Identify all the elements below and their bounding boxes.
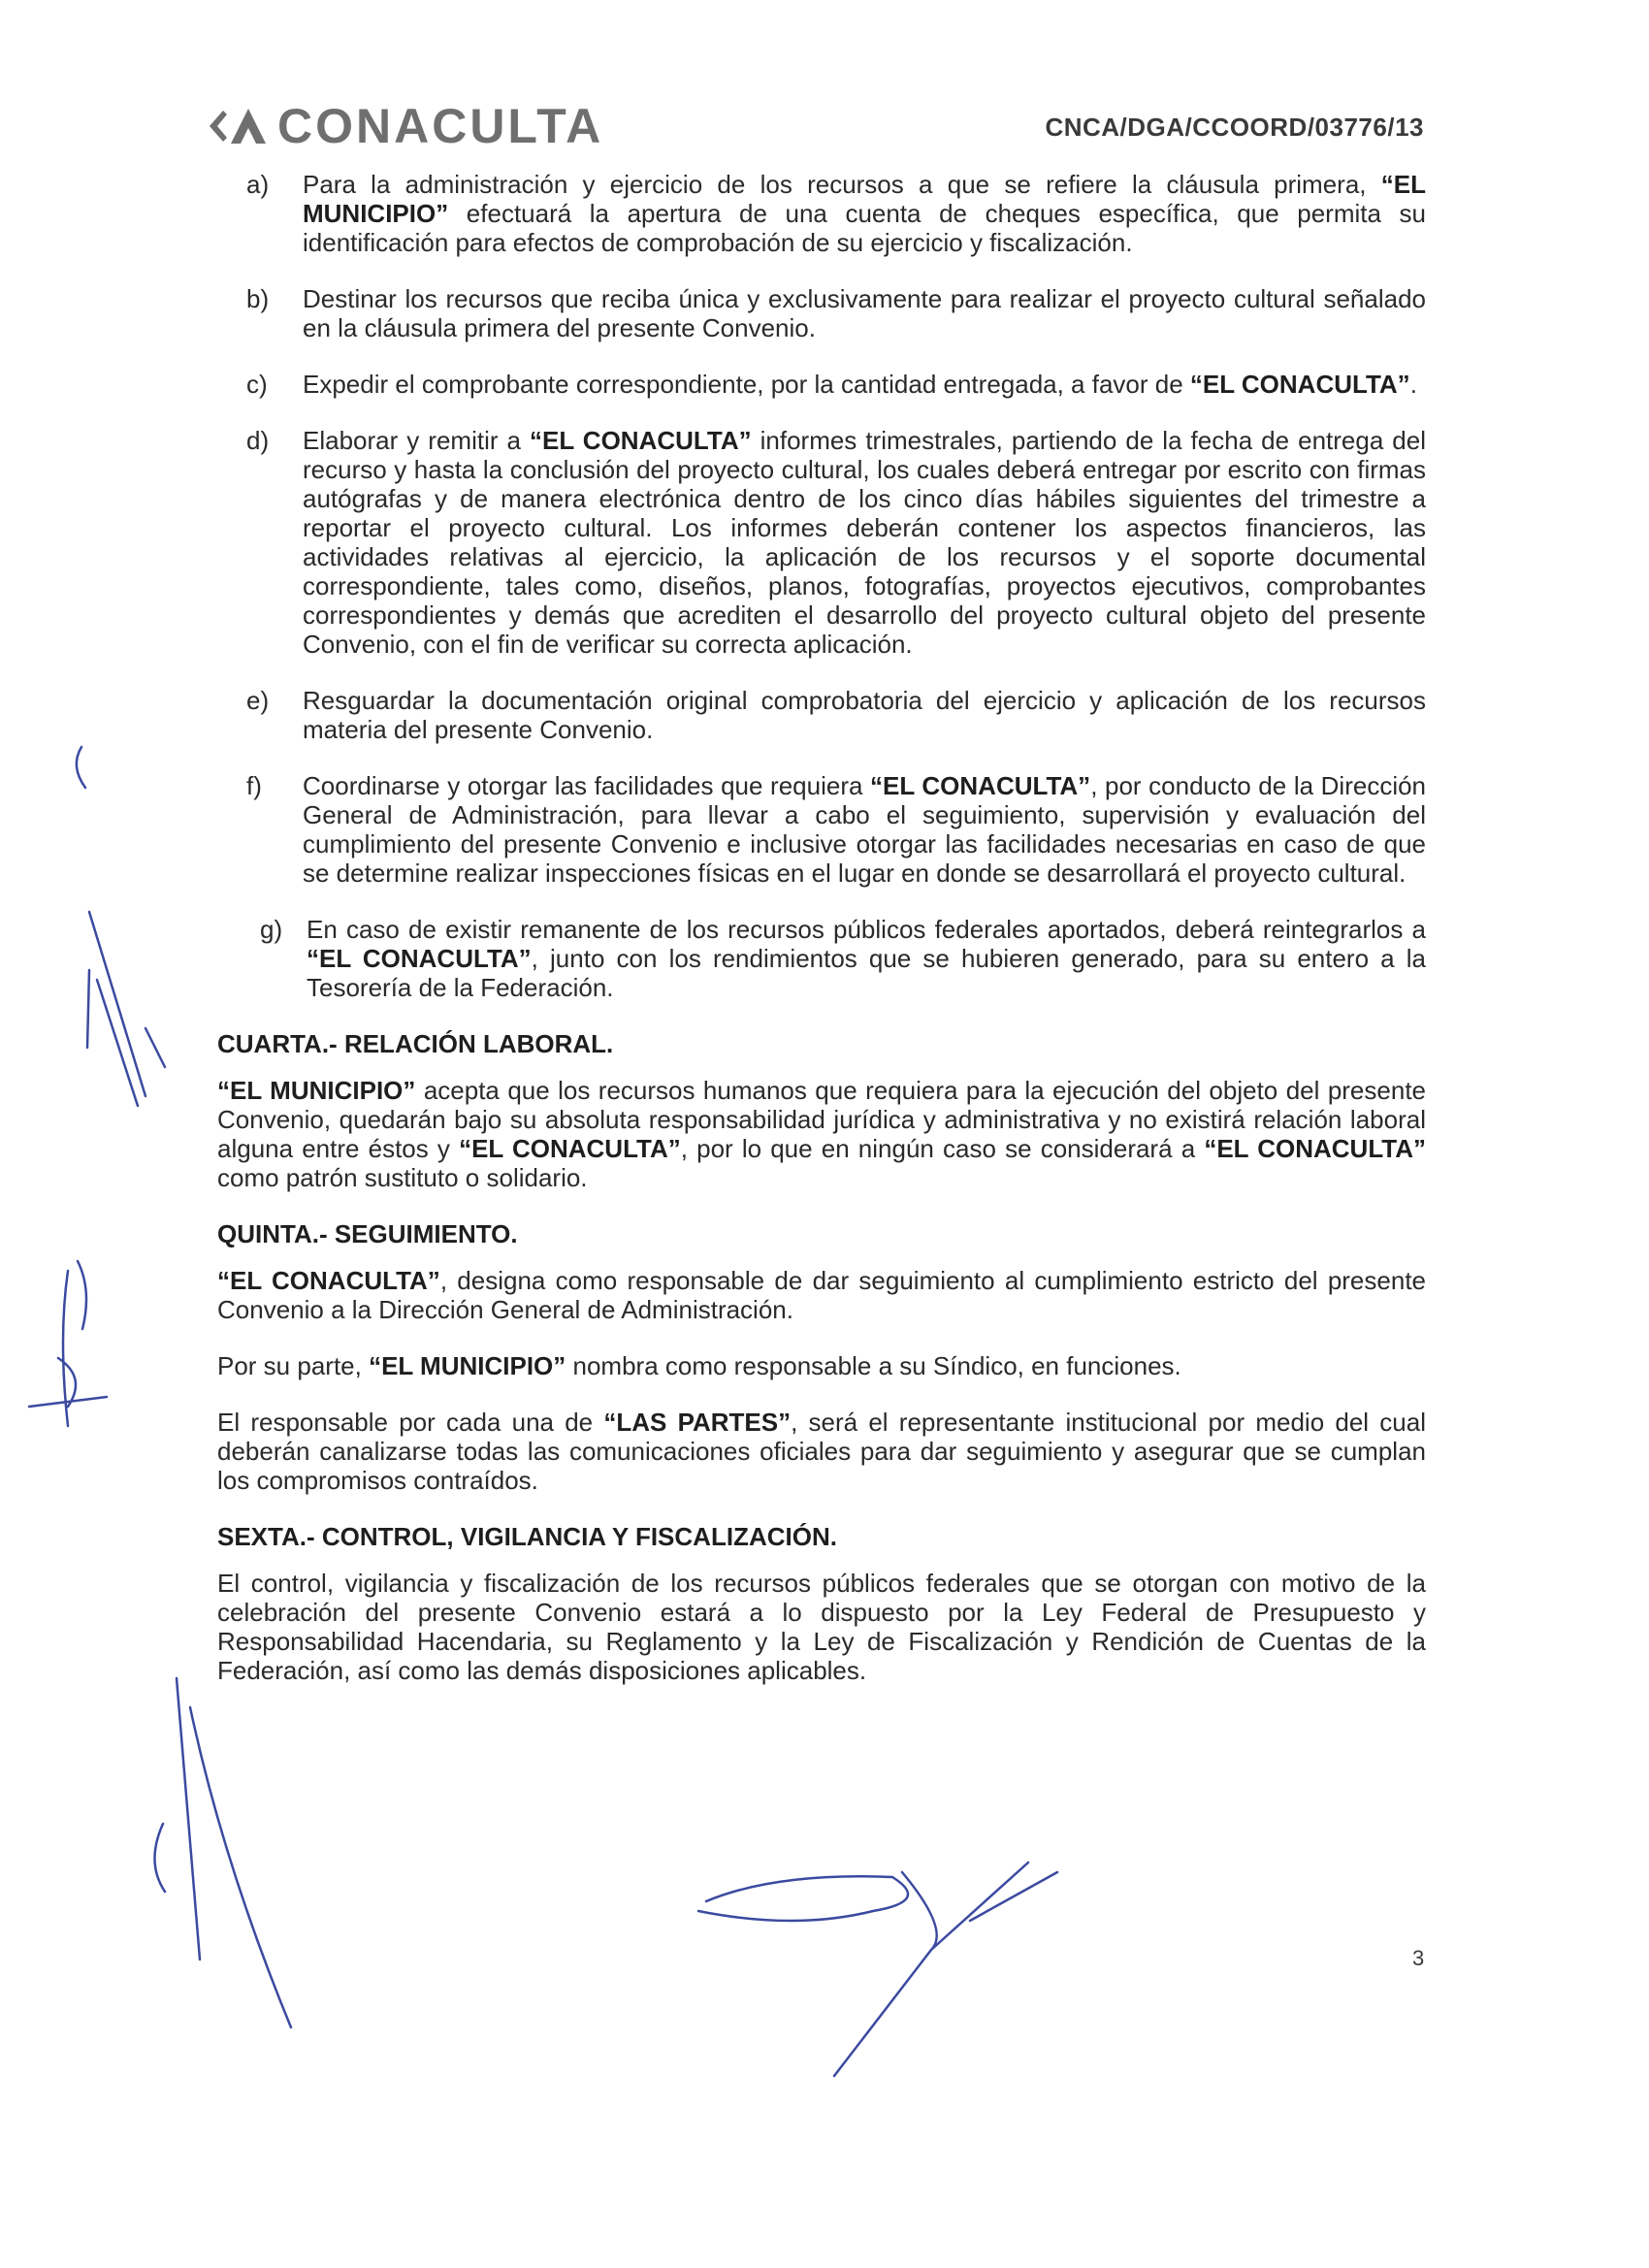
list-item [217,284,1426,342]
body-text: El control, vigilancia y fiscalización de los recursos públicos federales que se otorgan con motivo de la celebración del presente Convenio estará a lo dispuesto por la Ley Federal de Presupuesto y Responsabilidad Hacendaria, su Reglamento y la Ley de Fiscalización y Rendición de Cuentas de la Federación, así como las demás disposiciones aplicables. [217,1569,1426,1685]
body-text: , por conducto de la Dirección General de Administración, para llevar a cabo el seguimiento, supervisión y evaluación del cumplimiento del presente Convenio e inclusive otorgar las facilidades necesarias en caso de que se determine realizar inspecciones físicas en el lugar en donde se desarrollará el proyecto cultural. [303,771,1427,888]
clauses [217,1029,1426,1685]
list-item-letter: a) [246,170,270,199]
body-text: Destinar los recursos que reciba única y exclusivamente para realizar el proyecto cultural señalado en la cláusula primera del presente Convenio. [303,284,1426,342]
page-number: 3 [1412,1946,1425,1970]
body-text: Resguardar la documentación original comprobatoria del ejercicio y aplicación de los recursos materia del presente Convenio. [303,686,1426,744]
emphasis-text: “EL CONACULTA” [1204,1134,1426,1163]
clause-heading: CUARTA.- RELACIÓN LABORAL. [217,1029,614,1058]
margin-bracket-mark [77,747,85,788]
document-body [217,170,1426,1712]
list-item [217,915,1426,1002]
emphasis-text: “EL MUNICIPIO” [303,170,1426,228]
clause-paragraph [217,1076,1426,1192]
emphasis-text: “EL CONACULTA” [1189,370,1410,399]
list-item-letter: e) [246,686,270,715]
emphasis-text: “EL CONACULTA” [217,1266,440,1295]
margin-initial-bottom [154,1678,291,2027]
conaculta-logo [206,97,603,155]
body-text: , junto con los rendimientos que se hubieren generado, para su entero a la Tesorería de la Federación. [307,944,1426,1002]
list-item-letter: b) [246,284,270,313]
body-text: nombra como responsable a su Síndico, en funciones. [566,1351,1181,1380]
bottom-signature [698,1863,1057,2076]
list-item-letter: d) [246,426,270,455]
list-item-letter: f) [246,771,262,800]
body-text: Para la administración y ejercicio de los recursos a que se refiere la cláusula primera, [303,170,1381,199]
list-item [217,426,1426,659]
body-text: acepta que los recursos humanos que requiera para la ejecución del objeto del presente Convenio, quedarán bajo su absoluta responsabilidad jurídica y administrativa y no existirá relación laboral alguna entre éstos y [217,1076,1426,1163]
body-text: , por lo que en ningún caso se considerará a [680,1134,1205,1163]
body-text: , designa como responsable de dar seguimiento al cumplimiento estricto del presente Convenio a la Dirección General de Administración. [217,1266,1426,1324]
body-text: Expedir el comprobante correspondiente, por la cantidad entregada, a favor de [303,370,1190,399]
conaculta-emblem-icon [206,103,274,149]
margin-initial-top [87,912,165,1106]
clause-paragraph [217,1351,1426,1380]
obligations-list [217,170,1426,1002]
list-item [217,370,1426,399]
margin-initial-middle [29,1261,107,1426]
body-text: efectuará la apertura de una cuenta de cheques específica, que permita su identificación para efectos de comprobación de su ejercicio y fiscalización. [303,199,1426,257]
body-text: informes trimestrales, partiendo de la fecha de entrega del recurso y hasta la conclusión del proyecto cultural, los cuales deberá entregar por escrito con firmas autógrafas y de manera electrónica dentro de los cinco días hábiles siguientes del trimestre a reportar el proyecto cultural. Los informes deberán contener los aspectos financieros, las actividades relativas al ejercicio, la aplicación de los recursos y el soporte documental correspondiente, tales como, diseños, planos, fotografías, proyectos ejecutivos, comprobantes correspondientes y demás que acrediten el desarrollo del proyecto cultural objeto del presente Convenio, con el fin de verificar su correcta aplicación. [303,426,1427,659]
clause-heading: SEXTA.- CONTROL, VIGILANCIA Y FISCALIZACIÓN. [217,1522,837,1551]
body-text: como patrón sustituto o solidario. [217,1163,588,1192]
clause-paragraph [217,1569,1426,1685]
clause-paragraph [217,1266,1426,1324]
list-item-letter: g) [260,915,283,944]
document-reference: CNCA/DGA/CCOORD/03776/13 [1045,113,1424,142]
list-item [217,771,1426,888]
body-text: El responsable por cada una de [217,1408,604,1437]
emphasis-text: “LAS PARTES” [603,1408,792,1437]
body-text: . [1409,370,1417,399]
clause-heading: QUINTA.- SEGUIMIENTO. [217,1219,518,1248]
logo-text: CONACULTA [277,99,604,153]
clause-paragraph [217,1408,1426,1495]
emphasis-text: “EL MUNICIPIO” [369,1351,566,1380]
emphasis-text: “EL CONACULTA” [870,771,1091,800]
emphasis-text: “EL CONACULTA” [459,1134,681,1163]
list-item [217,686,1426,744]
body-text: Por su parte, [217,1351,370,1380]
body-text: Elaborar y remitir a [303,426,531,455]
list-item-letter: c) [246,370,268,399]
body-text: , será el representante institucional por medio del cual deberán canalizarse todas las comunicaciones oficiales para dar seguimiento y asegurar que se cumplan los compromisos contraídos. [217,1408,1426,1495]
list-item [217,170,1426,257]
emphasis-text: “EL CONACULTA” [530,426,752,455]
body-text: Coordinarse y otorgar las facilidades que requiera [303,771,871,800]
emphasis-text: “EL CONACULTA” [307,944,532,973]
body-text: En caso de existir remanente de los recursos públicos federales aportados, deberá reintegrarlos a [307,915,1426,944]
emphasis-text: “EL MUNICIPIO” [217,1076,416,1105]
